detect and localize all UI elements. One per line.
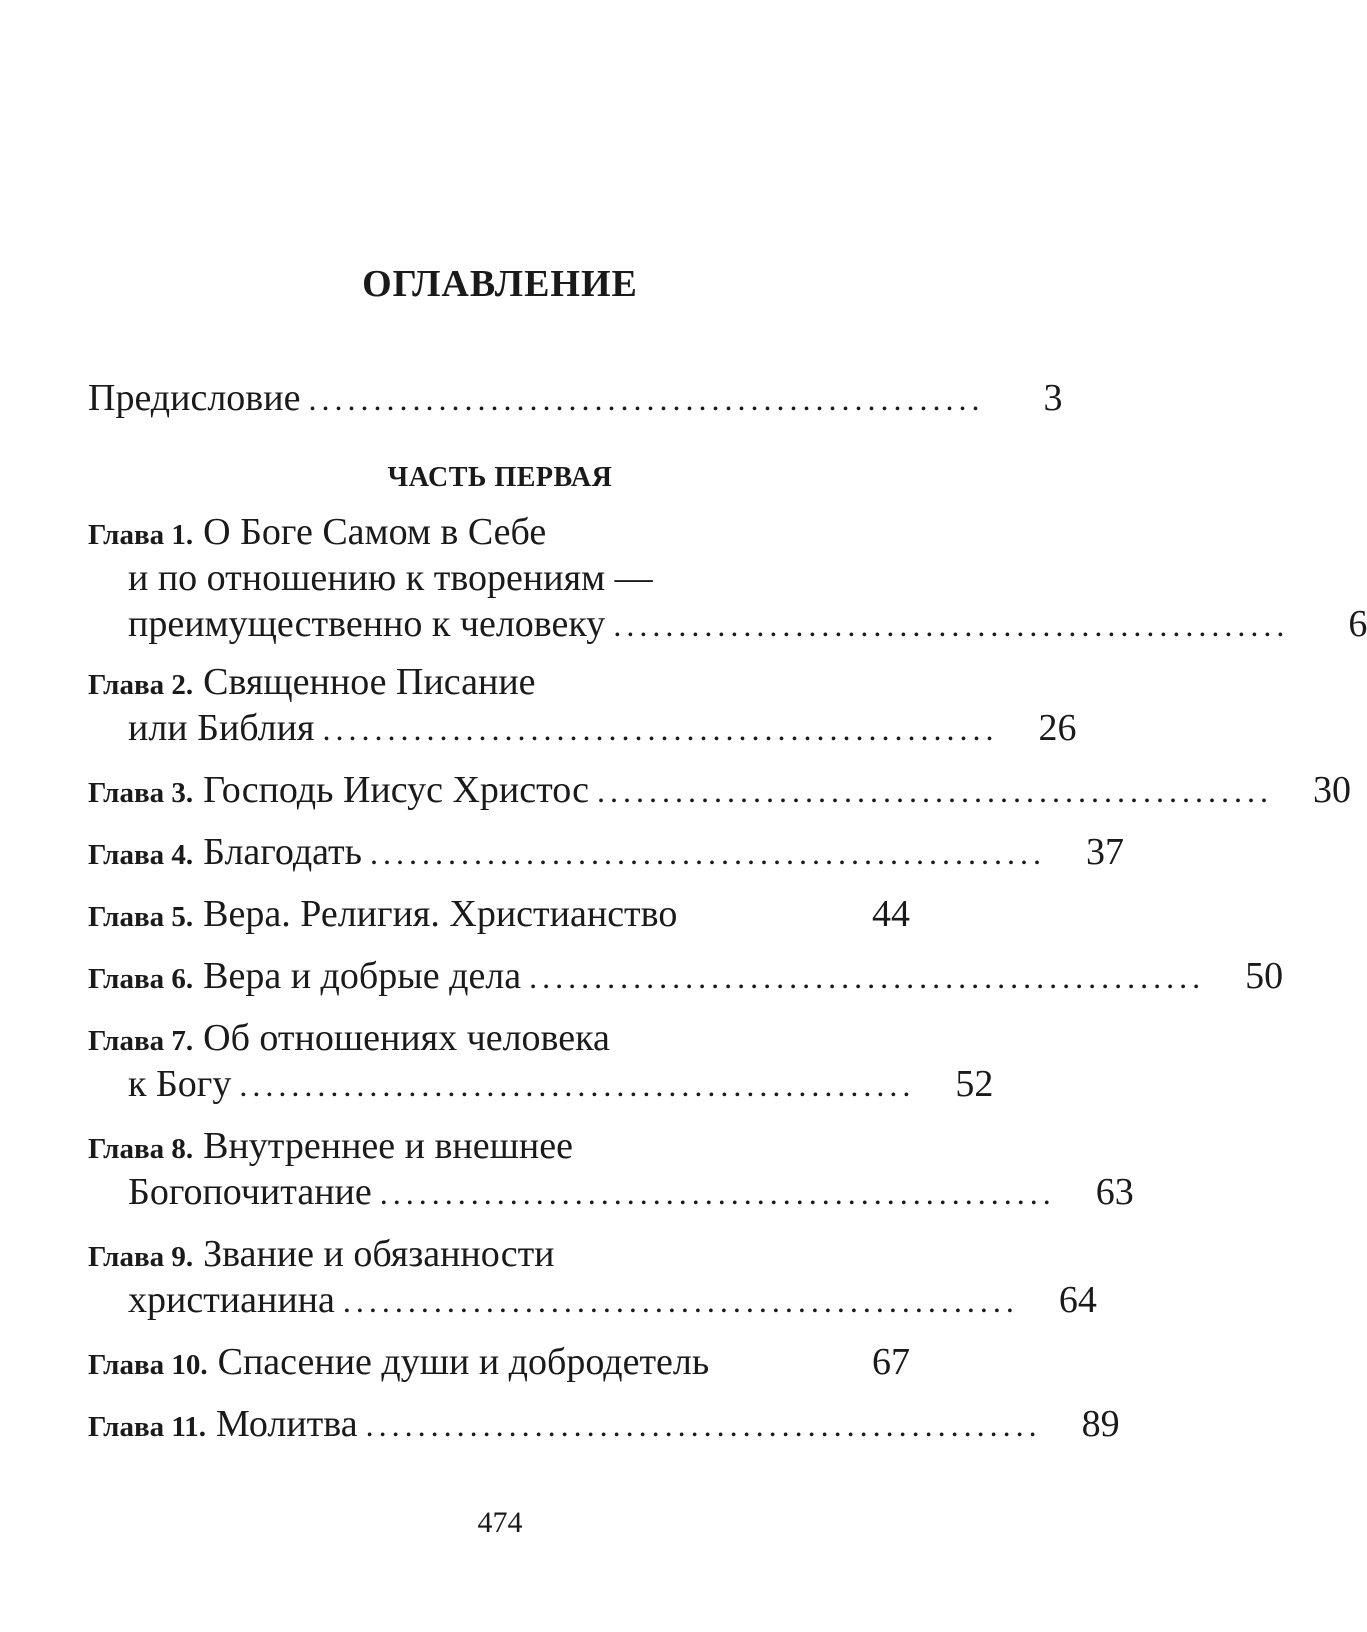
toc-entry-chapter-8[interactable] <box>88 1120 910 1172</box>
page-number: 89 <box>1081 1403 1120 1445</box>
page-number: 63 <box>1095 1171 1134 1213</box>
entry-text: Господь Иисус Христос <box>203 769 590 811</box>
chapter-label: Глава 1. <box>88 519 194 551</box>
toc-entry-chapter-2-last[interactable] <box>128 702 1077 754</box>
entry-text: преимущественно к человеку <box>128 603 606 645</box>
toc-entry-chapter-4[interactable] <box>88 826 1124 878</box>
page-number: 6 <box>1348 603 1367 645</box>
section-heading: ЧАСТЬ ПЕРВАЯ <box>387 462 613 493</box>
page-number: 30 <box>1313 769 1352 811</box>
entry-text: к Богу <box>128 1063 232 1105</box>
toc-entry-chapter-3[interactable] <box>88 764 1352 816</box>
entry-text: Внутреннее и внешнее <box>203 1125 573 1167</box>
page-number: 52 <box>955 1063 994 1105</box>
page-folio: 474 <box>477 1506 523 1539</box>
dot-leader: .................................................... <box>613 607 1290 643</box>
dot-leader: .................................................... <box>308 381 985 417</box>
toc-entry-chapter-6[interactable] <box>88 950 1284 1002</box>
toc-entry-preface[interactable] <box>88 372 1063 424</box>
toc-entry-chapter-7-last[interactable] <box>128 1058 994 1110</box>
page-number: 44 <box>872 893 910 935</box>
dot-leader: .................................................... <box>322 711 999 747</box>
chapter-label: Глава 9. <box>88 1241 194 1273</box>
chapter-label: Глава 3. <box>88 777 194 809</box>
dot-leader: .................................................... <box>379 1175 1056 1211</box>
page-number: 37 <box>1085 831 1124 873</box>
chapter-label: Глава 8. <box>88 1133 194 1165</box>
toc-entry-chapter-1-cont <box>128 552 910 604</box>
page-number: 67 <box>872 1341 910 1383</box>
entry-text: О Боге Самом в Себе <box>203 511 547 553</box>
toc-entry-chapter-9[interactable] <box>88 1228 910 1280</box>
entry-text: Священное Писание <box>203 661 536 703</box>
toc-entry-chapter-8-last[interactable] <box>128 1166 1134 1218</box>
toc-entry-chapter-1[interactable] <box>88 506 910 558</box>
dot-leader: .................................................... <box>369 835 1046 871</box>
chapter-label: Глава 2. <box>88 669 194 701</box>
entry-text: Спасение души и добродетель <box>217 1341 710 1383</box>
entry-text: Благодать <box>203 831 362 873</box>
page-number: 26 <box>1038 707 1077 749</box>
toc-entry-chapter-9-last[interactable] <box>128 1274 1097 1326</box>
dot-leader: .................................................... <box>529 959 1206 995</box>
entry-text: Звание и обязанности <box>203 1233 555 1275</box>
page-title: ОГЛАВЛЕНИЕ <box>362 263 638 305</box>
toc-entry-chapter-11[interactable] <box>88 1398 1120 1450</box>
dot-leader: .................................................... <box>597 773 1274 809</box>
entry-text: Вера и добрые дела <box>203 955 522 997</box>
entry-text: Богопочитание <box>128 1171 372 1213</box>
page-number: 50 <box>1245 955 1284 997</box>
entry-text: христианина <box>128 1279 335 1321</box>
chapter-label: Глава 11. <box>88 1411 207 1443</box>
chapter-label: Глава 4. <box>88 839 194 871</box>
page-number: 64 <box>1058 1279 1097 1321</box>
entry-text: Вера. Религия. Христианство <box>203 893 678 935</box>
toc-entry-chapter-5[interactable] <box>88 888 910 940</box>
chapter-label: Глава 6. <box>88 963 194 995</box>
toc-entry-chapter-1-last[interactable] <box>128 598 1367 650</box>
toc-entry-chapter-10[interactable] <box>88 1336 910 1388</box>
dot-leader: .................................................... <box>239 1067 916 1103</box>
entry-text: или Библия <box>128 707 315 749</box>
toc-entry-chapter-7[interactable] <box>88 1012 910 1064</box>
toc-entry-chapter-2[interactable] <box>88 656 910 708</box>
dot-leader: .................................................... <box>342 1283 1019 1319</box>
chapter-label: Глава 10. <box>88 1349 208 1381</box>
chapter-label: Глава 7. <box>88 1025 194 1057</box>
entry-text: Предисловие <box>88 377 301 419</box>
page-number: 3 <box>1043 377 1063 419</box>
dot-leader: .................................................... <box>365 1407 1042 1443</box>
entry-text: Молитва <box>216 1403 358 1445</box>
chapter-label: Глава 5. <box>88 901 194 933</box>
entry-text: Об отношениях человека <box>203 1017 610 1059</box>
entry-text: и по отношению к творениям — <box>128 557 653 599</box>
